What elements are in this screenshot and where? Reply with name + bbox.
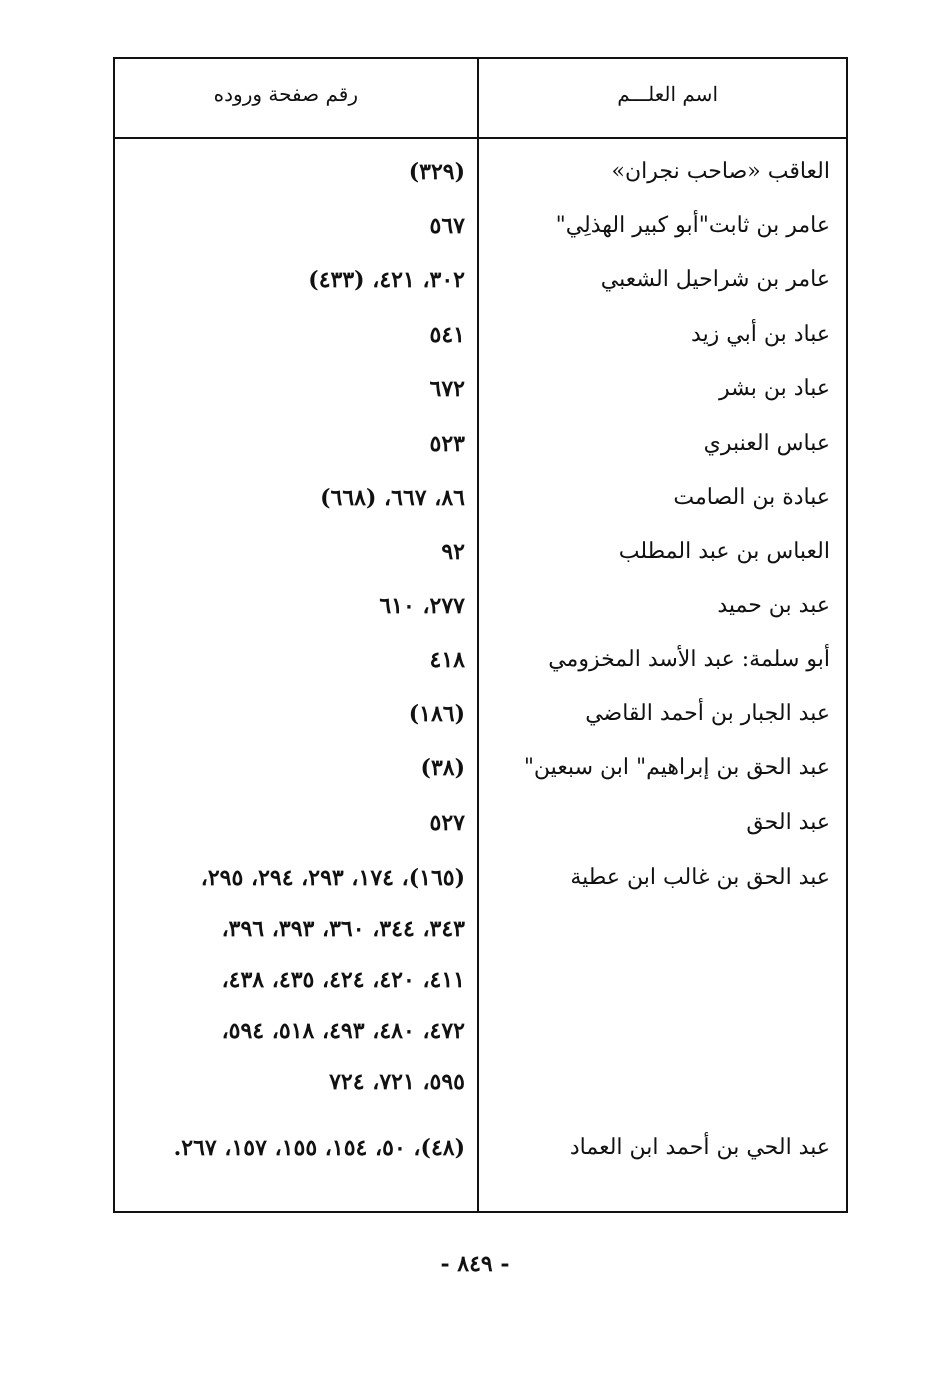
column-divider (477, 57, 479, 1213)
header-pages-column: رقم صفحة وروده (213, 82, 358, 106)
entry-name: العباس بن عبد المطلب (618, 539, 830, 564)
entry-name: عبد الحق بن غالب ابن عطية (570, 865, 830, 890)
page-number: - ٨٤٩ - (440, 1251, 510, 1277)
entry-name: عبد الحق بن إبراهيم" ابن سبعين" (523, 755, 830, 780)
entry-name: عبد بن حميد (717, 593, 830, 618)
entry-name: عبد الحي بن أحمد ابن العماد (569, 1135, 830, 1160)
entry-pages: ٨٦، ٦٦٧، (٦٦٨) (320, 485, 465, 511)
entry-pages: ٩٢ (441, 539, 465, 565)
entry-pages: ٥٦٧ (429, 213, 465, 239)
entry-name: العاقب «صاحب نجران» (611, 159, 830, 184)
entry-name: عامر بن شراحيل الشعبي (600, 267, 830, 292)
entry-pages: ٣٠٢، ٤٢١، (٤٣٣) (308, 267, 465, 293)
entry-name: عبد الجبار بن أحمد القاضي (585, 701, 830, 726)
entry-pages: (١٦٥)، ١٧٤، ٢٩٣، ٢٩٤، ٢٩٥، ٣٤٣، ٣٤٤، ٣٦٠، ٣٩٣، ٣٩٦، ٤١١، ٤٢٠، ٤٢٤، ٤٣٥، ٤٣٨، ٤٧٢، ٤٨٠، ٤٩٣، ٥١٨، ٥٩٤، ٥٩٥، ٧٢١، ٧٢٤ (200, 865, 465, 1095)
entry-name: عباد بن أبي زيد (691, 322, 830, 347)
header-divider (113, 137, 848, 139)
entry-pages: ٤١٨ (429, 647, 465, 673)
entry-name: عبد الحق (746, 810, 830, 835)
entry-pages: (٣٨) (420, 755, 465, 781)
header-name-column: اسم العلـــم (617, 82, 718, 106)
entry-name: عبادة بن الصامت (673, 485, 830, 510)
entry-name: عباد بن بشر (718, 376, 830, 401)
entry-pages: ٦٧٢ (429, 376, 465, 402)
entry-pages: (٤٨)، ٥٠، ١٥٤، ١٥٥، ١٥٧، ٢٦٧. (173, 1135, 465, 1161)
entry-name: عامر بن ثابت"أبو كبير الهذلِي" (555, 213, 830, 238)
entry-pages: ٢٧٧، ٦١٠ (379, 593, 465, 619)
entry-name: عباس العنبري (703, 431, 830, 456)
entry-pages: ٥٤١ (429, 322, 465, 348)
entry-pages: (١٨٦) (408, 701, 465, 727)
entry-name: أبو سلمة: عبد الأسد المخزومي (548, 647, 830, 672)
entry-pages: ٥٢٣ (429, 431, 465, 457)
entry-pages: (٣٢٩) (408, 159, 465, 185)
entry-pages: ٥٢٧ (429, 810, 465, 836)
